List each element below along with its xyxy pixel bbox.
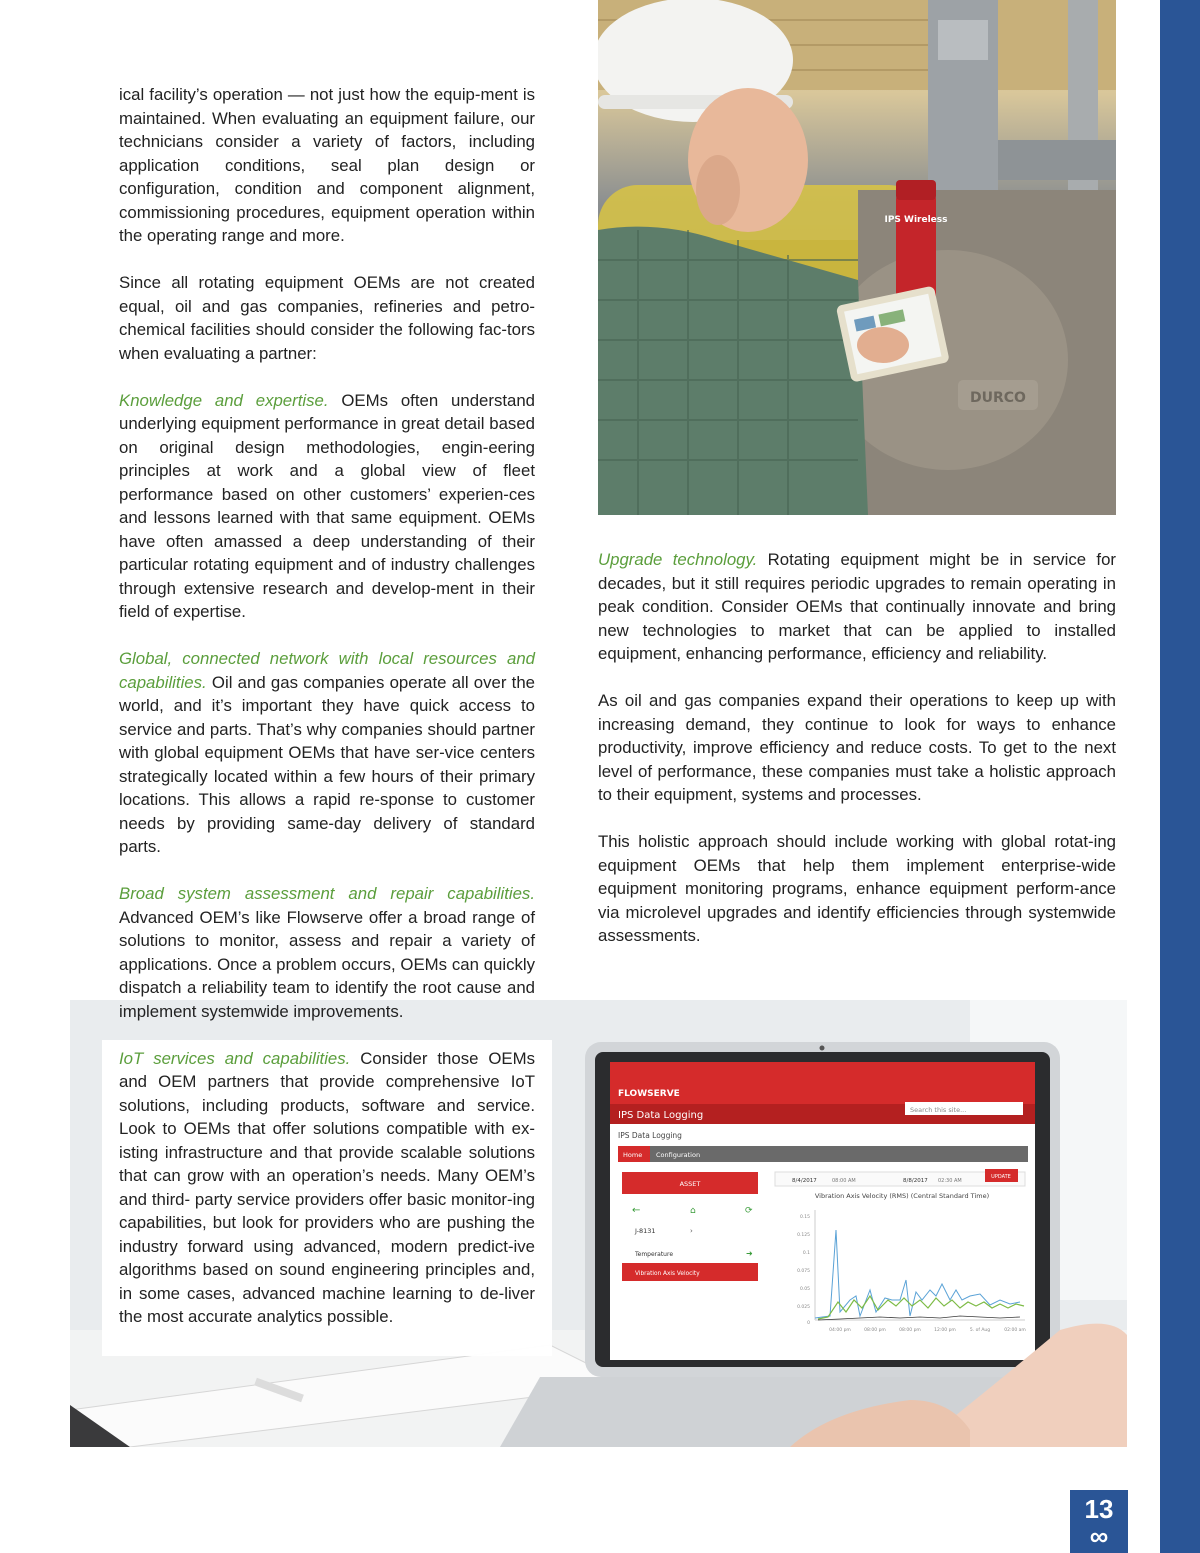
section-lead-assessment: Broad system assessment and repair capabilities. (119, 884, 535, 903)
screen-x-tick: 08:00 pm (899, 1328, 921, 1333)
right-text-column (598, 548, 1116, 971)
screen-sub-item: Temperature (635, 1251, 674, 1258)
screen-brand: FLOWSERVE (618, 1089, 680, 1099)
section-lead-knowledge: Knowledge and expertise. (119, 390, 329, 410)
screen-go-arrow-icon: ➜ (746, 1249, 753, 1258)
paragraph-text: ical facility’s operation — not just how the equip-ment is maintained. When evaluating an equipment failure, our technicians consider a variety of factors, including application conditions, seal plan design or configuration, condition and component alignment, commissioning procedures, equipment operation within the operating range and more. (119, 85, 535, 245)
screen-y-tick: 0.1 (802, 1251, 810, 1256)
paragraph-text: Advanced OEM’s like Flowserve offer a broad range of solutions to monitor, assess and repair a variety of applications. Once a problem occurs, OEMs can quickly dispatch a reliability team to identify the root cause and implement systemwide improvements. (119, 907, 535, 1021)
paragraph (119, 83, 535, 248)
screen-time-to: 02:30 AM (938, 1178, 962, 1184)
screen-date-to: 8/8/2017 (903, 1178, 928, 1184)
screen-back-arrow-icon: ← (632, 1205, 641, 1216)
screen-asset-item: J-8131 (635, 1227, 656, 1235)
screen-date-from: 8/4/2017 (792, 1178, 817, 1184)
screen-home-icon: ⌂ (690, 1206, 696, 1216)
screen-x-tick: 5. of Aug (969, 1328, 991, 1333)
screen-selected-item: Vibration Axis Velocity (635, 1271, 700, 1277)
paragraph-text: Oil and gas companies operate all over the world, and it’s important they have quick access to service and parts. That’s why companies should partner with global equipment OEMs that have ser-vice centers strategically located within a few hours of their primary locations. This allows a rapid re-sponse to customer needs by providing same-day delivery of standard parts. (119, 672, 535, 856)
paragraph-text: Rotating equipment might be in service for decades, but it still requires periodic upgrades to remain operating in peak condition. Consider OEMs that continually innovate and bring new technologies to market that can be applied to installed equipment, enhancing performance, efficiency and reliability. (598, 550, 1116, 663)
screen-update-button: UPDATE (991, 1174, 1011, 1180)
page-number: 13 (1084, 1494, 1114, 1524)
screen-x-tick: 02:00 am (1004, 1328, 1026, 1333)
screen-x-tick: 12:00 pm (934, 1328, 956, 1333)
screen-tab-configuration: Configuration (656, 1151, 701, 1159)
screen-y-tick: 0.05 (799, 1287, 810, 1292)
screen-y-tick: 0.125 (797, 1233, 810, 1238)
photo-technician-with-tablet (598, 0, 1116, 515)
screen-x-tick: 08:00 pm (864, 1328, 886, 1333)
paragraph-text: This holistic approach should include working with global rotat-ing equipment OEMs that help them implement enterprise-wide equipment monitoring programs, enhance equipment perform-ance via microlevel upgrades and identify efficiencies through systemwide assessments. (598, 832, 1116, 945)
screen-y-tick: 0.15 (799, 1215, 810, 1220)
screen-breadcrumb: IPS Data Logging (618, 1131, 682, 1140)
paragraph (598, 548, 1116, 666)
infinity-icon: ∞ (1089, 1521, 1109, 1551)
paragraph-text: Consider those OEMs and OEM partners that provide comprehensive IoT solutions, including products, software and service. Look to OEMs that offer solutions compatible with ex-isting infrastructure and that provide scalable solutions that can grow with an operation’s needs. Many OEM’s and third- party service providers offer basic monitor-ing capabilities, but look for providers who are pushing the industry forward using advanced, modern predict-ive algorithms based on sound engineering principles and, in some cases, advanced machine learning to de-liver the most accurate analytics possible. (119, 1048, 535, 1326)
screen-tab-home: Home (623, 1151, 643, 1159)
screen-chart-title: Vibration Axis Velocity (RMS) (Central Standard Time) (814, 1192, 990, 1200)
sensor-label: IPS Wireless (884, 215, 948, 225)
photo-technician-illustration (598, 0, 1116, 515)
paragraph (119, 389, 535, 624)
screen-y-tick: 0.075 (797, 1269, 810, 1274)
screen-asset-header: ASSET (679, 1180, 701, 1188)
section-lead-global-network: Global, connected network with local resources and capabilities. (119, 649, 535, 692)
paragraph-text: OEMs often understand underlying equipment performance in great detail based on original design methodologies, engin-eering principles at work and a global view of fleet performance based on other customers’ experien-ces and lessons learned with that same equipment. OEMs have often amassed a deep understanding of their particular rotating equipment and of industry challenges through extensive research and develop-ment in their field of expertise. (119, 390, 535, 621)
screen-search-input: Search this site... (910, 1106, 967, 1114)
pump-brand-label: DURCO (970, 390, 1026, 406)
paragraph (119, 882, 535, 1023)
screen-refresh-icon: ⟳ (745, 1206, 753, 1216)
paragraph (119, 271, 535, 365)
page-number-badge (1070, 1490, 1128, 1553)
paragraph (119, 647, 535, 859)
section-lead-iot: IoT services and capabilities. (119, 1048, 351, 1068)
paragraph (598, 689, 1116, 807)
section-lead-upgrade: Upgrade technology. (598, 550, 758, 569)
screen-time-from: 08:00 AM (832, 1178, 856, 1184)
paragraph-text: Since all rotating equipment OEMs are not created equal, oil and gas companies, refineries and petro-chemical facilities should consider the following fac-tors when evaluating a partner: (119, 273, 535, 363)
paragraph (598, 830, 1116, 948)
screen-y-tick: 0 (807, 1321, 810, 1326)
paragraph (119, 1047, 535, 1329)
left-text-column (119, 83, 535, 1352)
paragraph-text: As oil and gas companies expand their operations to keep up with increasing demand, they continue to look for ways to enhance productivity, improve efficiency and reduce costs. To get to the next level of performance, these companies must take a holistic approach to their equipment, systems and processes. (598, 691, 1116, 804)
screen-app-title: IPS Data Logging (618, 1110, 704, 1121)
screen-chevron-icon: › (690, 1227, 693, 1235)
side-color-band (1160, 0, 1200, 1553)
screen-y-tick: 0.025 (797, 1305, 810, 1310)
screen-x-tick: 04:00 pm (829, 1328, 851, 1333)
